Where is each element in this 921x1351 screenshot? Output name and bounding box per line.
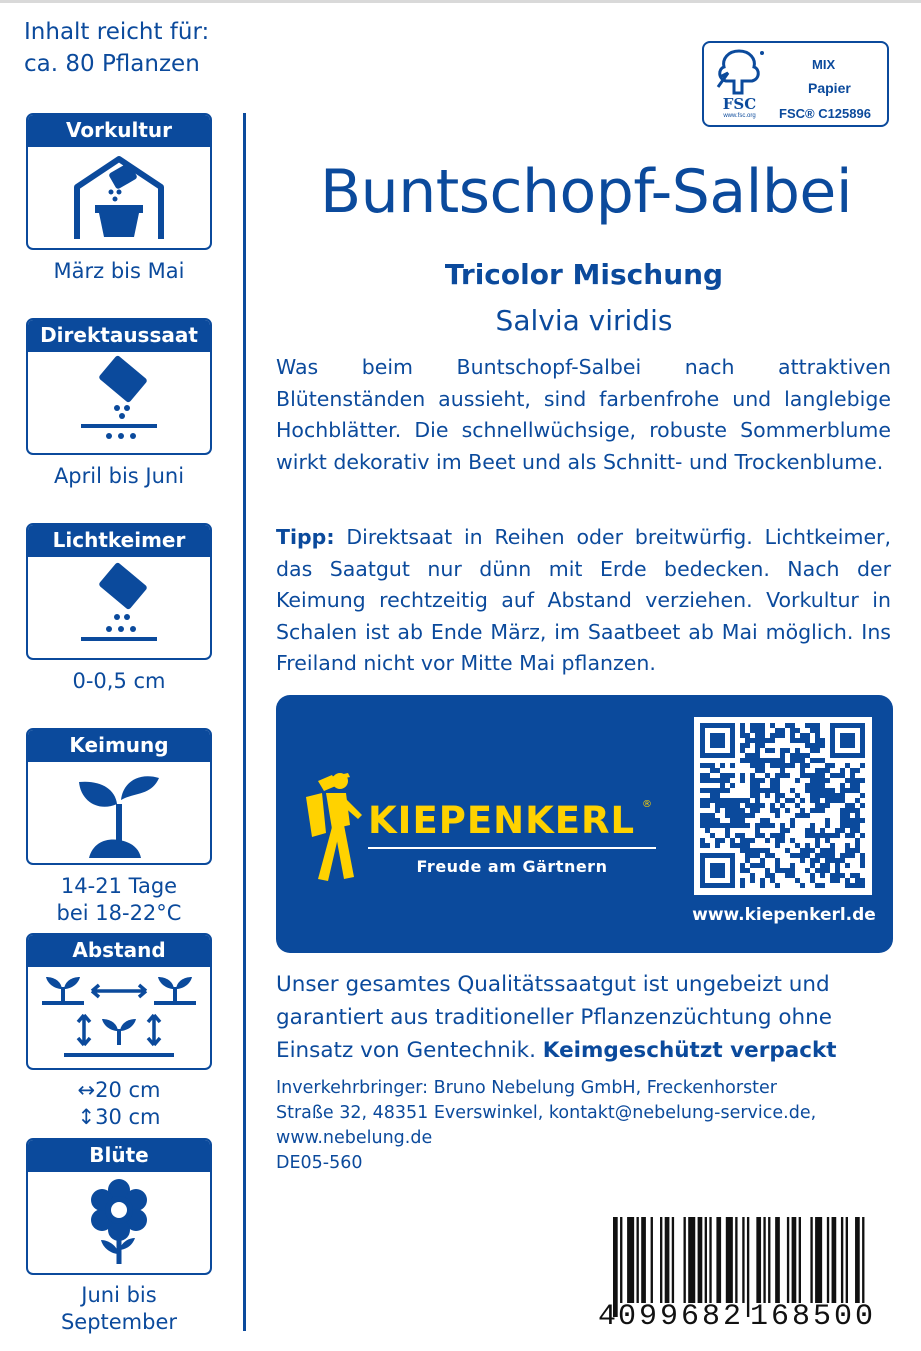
brand-registered-mark: ®: [642, 799, 652, 810]
barcode-bar: [763, 1217, 765, 1303]
caption-bluete: [24, 1282, 214, 1336]
ean-first-digit: 4: [598, 1300, 617, 1334]
product-latin-name: Salvia viridis: [495, 304, 673, 337]
caption-lichtkeimer: 0-0,5 cm: [72, 669, 166, 693]
flower-icon: [59, 1172, 179, 1272]
card-bluete: [26, 1138, 212, 1275]
barcode-bar: [684, 1217, 686, 1303]
barcode-bar: [698, 1217, 703, 1303]
qr-finder-pattern: [700, 853, 735, 888]
brand-name: KIEPENKERL: [368, 799, 636, 842]
barcode-bar: [709, 1217, 711, 1303]
contents-line-1: Inhalt reicht für:: [24, 19, 210, 45]
barcode-bar: [775, 1217, 780, 1303]
card-abstand-label: Abstand: [28, 935, 210, 967]
caption-abstand: [24, 1077, 214, 1131]
barcode-bar: [672, 1217, 674, 1303]
barcode-bar: [627, 1217, 634, 1303]
contents-line-2: ca. 80 Pflanzen: [24, 51, 200, 77]
seedling-icon: [59, 762, 179, 862]
barcode-bar: [735, 1217, 737, 1303]
barcode-bar: [855, 1217, 860, 1303]
barcode-bar: [716, 1217, 721, 1303]
qr-finder-pattern: [830, 723, 865, 758]
brand-slogan: Freude am Gärtnern: [416, 857, 608, 876]
caption-keimung-line-2: bei 18-22°C: [56, 901, 182, 925]
light-germinator-icon: [59, 557, 179, 657]
caption-bluete-line-1: Juni bis: [81, 1283, 157, 1307]
card-lichtkeimer: [26, 523, 212, 660]
card-keimung: [26, 728, 212, 865]
barcode-bar: [637, 1217, 639, 1303]
barcode-bar: [705, 1217, 707, 1303]
barcode-bar: [862, 1217, 864, 1303]
barcode-bar: [747, 1217, 749, 1317]
direct-sowing-icon: [59, 352, 179, 452]
card-keimung-label: Keimung: [28, 730, 210, 762]
product-description: Was beim Buntschopf-Salbei nach attraktiven Blütenständen aussieht, sind farbenfrohe und langlebige Hochblätter. Die schnellwüchsige, robuste Sommerblume wirkt dekorativ im Beet und als Schnitt- und Trockenblume.: [276, 355, 891, 474]
caption-vorkultur: März bis Mai: [53, 259, 185, 283]
imprint-line-4: DE05-560: [276, 1153, 363, 1173]
brand-underline: [368, 847, 656, 849]
spacing-icon: [34, 967, 204, 1067]
barcode-bar: [768, 1217, 770, 1303]
kiepenkerl-walker-icon: [304, 767, 370, 885]
fsc-tree-icon: [712, 47, 767, 97]
tip-text: Direktsaat in Reihen oder breitwürfig. Lichtkeimer, das Saatgut nur dünn mit Erde bedecken. Nach der Keimung rechtzeitig auf Abstand verziehen. Vorkultur in Schalen ist ab Ende März, im Saatbeet ab Mai möglich. Ins Freiland nicht vor Mitte Mai pflanzen.: [276, 525, 891, 675]
quality-bold: Keimgeschützt verpackt: [542, 1038, 837, 1063]
product-title: Buntschopf-Salbei: [320, 157, 852, 227]
barcode-bar: [827, 1217, 829, 1303]
card-vorkultur: [26, 113, 212, 250]
caption-abstand-line-2: ↕30 cm: [77, 1105, 161, 1129]
barcode-bar: [688, 1217, 695, 1303]
caption-keimung-line-1: 14-21 Tage: [60, 874, 178, 898]
barcode-bar: [660, 1217, 662, 1303]
card-direktaussaat: [26, 318, 212, 455]
imprint: [276, 1076, 896, 1176]
barcode-bar: [787, 1217, 789, 1303]
quality-text: Unser gesamtes Qualitätssaatgut ist ungebeizt und garantiert aus traditioneller Pflanzenzüchtung ohne Einsatz von Gentechnik.: [276, 972, 832, 1063]
barcode-bar: [756, 1217, 761, 1303]
barcode-bar: [665, 1217, 670, 1303]
barcode-bar: [726, 1217, 733, 1303]
barcode-bar: [846, 1217, 848, 1303]
top-edge-line: [0, 0, 921, 3]
card-direktaussaat-label: Direktaussaat: [28, 320, 210, 352]
greenhouse-sowing-icon: [59, 147, 179, 247]
fsc-code: FSC® C125896: [779, 106, 871, 121]
barcode-bar: [641, 1217, 646, 1303]
qr-finder-pattern: [700, 723, 735, 758]
barcode-bar: [620, 1217, 622, 1303]
fsc-label: [702, 41, 889, 127]
barcode-bar: [832, 1217, 837, 1303]
barcode-bar: [742, 1217, 744, 1303]
qr-code[interactable]: [694, 717, 872, 895]
barcode-bar: [651, 1217, 653, 1303]
vertical-divider: [243, 113, 246, 1331]
caption-keimung: [24, 873, 214, 927]
barcode-bar: [792, 1217, 797, 1303]
quality-statement: [276, 968, 896, 1067]
brand-box: [276, 695, 893, 953]
imprint-line-3: www.nebelung.de: [276, 1128, 433, 1148]
product-variety: Tricolor Mischung: [444, 258, 724, 291]
imprint-line-1: Inverkehrbringer: Bruno Nebelung GmbH, Freckenhorster: [276, 1078, 778, 1098]
brand-url[interactable]: www.kiepenkerl.de: [692, 905, 876, 925]
caption-bluete-line-2: September: [60, 1310, 178, 1334]
card-abstand: [26, 933, 212, 1070]
fsc-logo-url: www.fsc.org: [723, 113, 756, 119]
caption-abstand-line-1: ↔20 cm: [77, 1078, 161, 1102]
ean-right-group: 168500: [750, 1300, 877, 1334]
fsc-mix: MIX: [812, 57, 836, 72]
tip-label: Tipp:: [276, 525, 335, 549]
barcode-bar: [810, 1217, 812, 1303]
fsc-papier: Papier: [808, 80, 851, 96]
card-lichtkeimer-label: Lichtkeimer: [28, 525, 210, 557]
growing-tip: [276, 522, 891, 680]
contents-info: [24, 16, 209, 80]
barcode-bar: [841, 1217, 843, 1303]
card-bluete-label: Blüte: [28, 1140, 210, 1172]
barcode-bar: [799, 1217, 801, 1303]
ean-left-group: 099682: [618, 1300, 745, 1334]
caption-direktaussaat: April bis Juni: [53, 464, 185, 488]
barcode-bar: [815, 1217, 822, 1303]
fsc-logo-text: FSC: [722, 95, 757, 113]
card-vorkultur-label: Vorkultur: [28, 115, 210, 147]
imprint-line-2: Straße 32, 48351 Everswinkel, kontakt@nebelung-service.de,: [276, 1103, 817, 1123]
